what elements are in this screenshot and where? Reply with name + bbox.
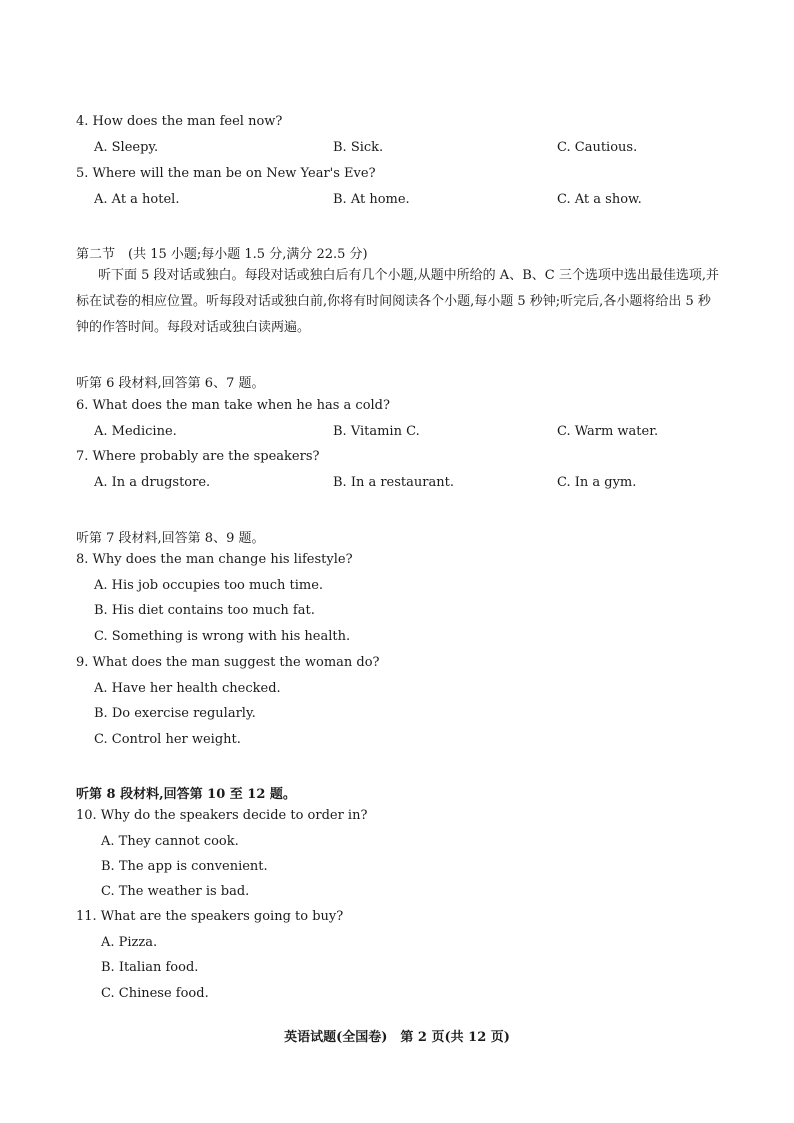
q6-option-a: A. Medicine. bbox=[94, 424, 177, 439]
question-4: 4. How does the man feel now? bbox=[76, 114, 283, 129]
group-8-header: 听第 8 段材料,回答第 10 至 12 题。 bbox=[76, 787, 296, 802]
q10-option-b: B. The app is convenient. bbox=[101, 859, 268, 874]
q9-option-c: C. Control her weight. bbox=[94, 732, 241, 747]
question-5: 5. Where will the man be on New Year's Eve? bbox=[76, 166, 376, 181]
q5-option-b: B. At home. bbox=[333, 192, 410, 207]
q4-option-a: A. Sleepy. bbox=[94, 140, 159, 155]
q6-option-c: C. Warm water. bbox=[557, 424, 659, 439]
q8-option-c: C. Something is wrong with his health. bbox=[94, 629, 351, 644]
q7-option-c: C. In a gym. bbox=[557, 475, 637, 490]
question-10: 10. Why do the speakers decide to order in? bbox=[76, 808, 368, 823]
section-2-instructions bbox=[76, 263, 722, 341]
question-6: 6. What does the man take when he has a cold? bbox=[76, 398, 390, 413]
q11-option-a: A. Pizza. bbox=[101, 935, 158, 950]
section-2-title: 第二节 (共 15 小题;每小题 1.5 分,满分 22.5 分) bbox=[76, 247, 368, 262]
q8-option-a: A. His job occupies too much time. bbox=[94, 578, 324, 593]
q9-option-b: B. Do exercise regularly. bbox=[94, 706, 256, 721]
instructions-text: 听下面 5 段对话或独白。每段对话或独白后有几个小题,从题中所给的 A、B、C 三个选项中选出最佳选项,并标在试卷的相应位置。听每段对话或独白前,你将有时间阅读各个小题,每小题 5 秒钟;听完后,各小题将给出 5 秒钟的作答时间。每段对话或独白读两遍。 bbox=[76, 268, 719, 335]
q4-option-c: C. Cautious. bbox=[557, 140, 638, 155]
q7-option-a: A. In a drugstore. bbox=[94, 475, 211, 490]
group-7-header: 听第 7 段材料,回答第 8、9 题。 bbox=[76, 531, 265, 546]
q10-option-c: C. The weather is bad. bbox=[101, 884, 250, 899]
q11-option-b: B. Italian food. bbox=[101, 960, 199, 975]
q5-option-c: C. At a show. bbox=[557, 192, 642, 207]
page-footer: 英语试题(全国卷) 第 2 页(共 12 页) bbox=[284, 1030, 510, 1045]
q8-option-b: B. His diet contains too much fat. bbox=[94, 603, 315, 618]
q5-option-a: A. At a hotel. bbox=[94, 192, 180, 207]
q10-option-a: A. They cannot cook. bbox=[101, 834, 239, 849]
q4-option-b: B. Sick. bbox=[333, 140, 384, 155]
q9-option-a: A. Have her health checked. bbox=[94, 681, 281, 696]
question-11: 11. What are the speakers going to buy? bbox=[76, 909, 344, 924]
question-9: 9. What does the man suggest the woman do? bbox=[76, 655, 380, 670]
group-6-header: 听第 6 段材料,回答第 6、7 题。 bbox=[76, 376, 265, 391]
q7-option-b: B. In a restaurant. bbox=[333, 475, 454, 490]
question-7: 7. Where probably are the speakers? bbox=[76, 449, 320, 464]
question-8: 8. Why does the man change his lifestyle? bbox=[76, 552, 353, 567]
q6-option-b: B. Vitamin C. bbox=[333, 424, 420, 439]
q11-option-c: C. Chinese food. bbox=[101, 986, 209, 1001]
